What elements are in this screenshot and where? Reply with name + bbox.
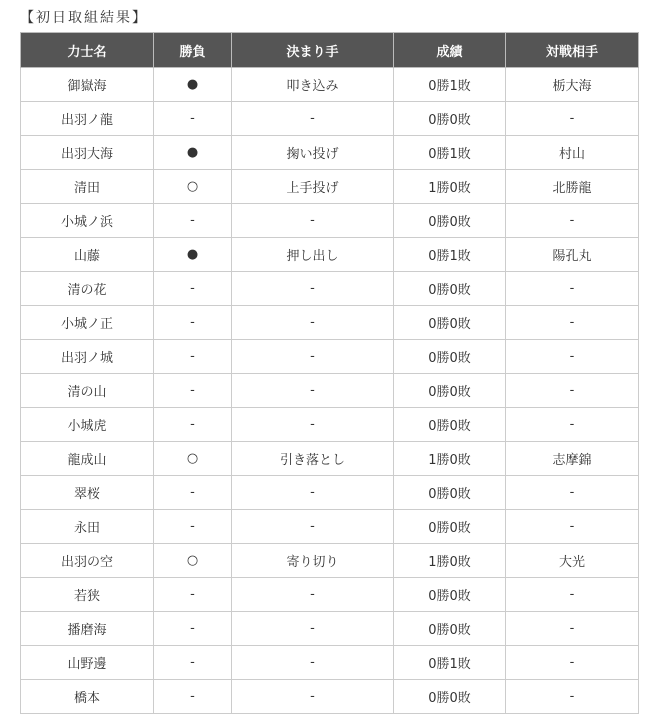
table-row	[21, 408, 639, 442]
table-row	[21, 544, 639, 578]
cell-record: 0勝0敗	[394, 510, 506, 544]
cell-rikishi-name: 小城ノ浜	[21, 204, 154, 238]
header-opponent: 対戦相手	[506, 33, 639, 68]
table-row	[21, 136, 639, 170]
cell-record: 0勝0敗	[394, 476, 506, 510]
cell-record: 1勝0敗	[394, 544, 506, 578]
cell-record: 0勝0敗	[394, 204, 506, 238]
cell-opponent: -	[506, 272, 639, 306]
table-row	[21, 204, 639, 238]
table-row	[21, 680, 639, 714]
cell-rikishi-name: 出羽ノ城	[21, 340, 154, 374]
cell-opponent: 大光	[506, 544, 639, 578]
cell-record: 0勝1敗	[394, 136, 506, 170]
cell-rikishi-name: 龍成山	[21, 442, 154, 476]
cell-record: 0勝0敗	[394, 612, 506, 646]
cell-result-mark: ●	[154, 238, 232, 272]
cell-opponent: -	[506, 476, 639, 510]
table-header	[21, 33, 639, 68]
table-row	[21, 170, 639, 204]
cell-record: 0勝0敗	[394, 306, 506, 340]
cell-kimarite: -	[232, 272, 394, 306]
cell-result-mark: ○	[154, 170, 232, 204]
section-title: 【初日取組結果】	[20, 10, 148, 26]
cell-record: 0勝0敗	[394, 374, 506, 408]
cell-kimarite: -	[232, 510, 394, 544]
cell-result-mark: -	[154, 612, 232, 646]
cell-rikishi-name: 出羽ノ龍	[21, 102, 154, 136]
table-row	[21, 612, 639, 646]
table-row	[21, 442, 639, 476]
cell-result-mark: -	[154, 680, 232, 714]
cell-kimarite: 上手投げ	[232, 170, 394, 204]
cell-rikishi-name: 山藤	[21, 238, 154, 272]
header-kimarite: 決まり手	[232, 33, 394, 68]
cell-rikishi-name: 清の山	[21, 374, 154, 408]
cell-result-mark: -	[154, 272, 232, 306]
cell-rikishi-name: 若狭	[21, 578, 154, 612]
cell-result-mark: -	[154, 204, 232, 238]
table-row	[21, 102, 639, 136]
cell-kimarite: -	[232, 408, 394, 442]
cell-opponent: 志摩錦	[506, 442, 639, 476]
cell-record: 0勝0敗	[394, 102, 506, 136]
table-row	[21, 578, 639, 612]
cell-opponent: -	[506, 408, 639, 442]
table-row	[21, 306, 639, 340]
table-row	[21, 374, 639, 408]
cell-rikishi-name: 小城ノ正	[21, 306, 154, 340]
cell-rikishi-name: 出羽大海	[21, 136, 154, 170]
cell-result-mark: -	[154, 102, 232, 136]
cell-opponent: -	[506, 680, 639, 714]
cell-opponent: -	[506, 204, 639, 238]
cell-opponent: -	[506, 306, 639, 340]
header-row	[21, 33, 639, 68]
cell-rikishi-name: 御嶽海	[21, 68, 154, 102]
table-row	[21, 272, 639, 306]
header-rikishi: 力士名	[21, 33, 154, 68]
cell-result-mark: -	[154, 374, 232, 408]
cell-record: 0勝0敗	[394, 578, 506, 612]
cell-kimarite: 引き落とし	[232, 442, 394, 476]
table-row	[21, 646, 639, 680]
cell-result-mark: -	[154, 476, 232, 510]
cell-kimarite: 叩き込み	[232, 68, 394, 102]
cell-opponent: 陽孔丸	[506, 238, 639, 272]
table-body	[21, 68, 639, 714]
header-result: 勝負	[154, 33, 232, 68]
cell-opponent: -	[506, 646, 639, 680]
cell-rikishi-name: 小城虎	[21, 408, 154, 442]
cell-kimarite: -	[232, 306, 394, 340]
cell-rikishi-name: 永田	[21, 510, 154, 544]
cell-record: 0勝1敗	[394, 238, 506, 272]
cell-record: 0勝1敗	[394, 68, 506, 102]
cell-result-mark: -	[154, 510, 232, 544]
cell-opponent: 北勝龍	[506, 170, 639, 204]
cell-rikishi-name: 清の花	[21, 272, 154, 306]
results-table	[20, 32, 639, 714]
cell-kimarite: -	[232, 612, 394, 646]
table-row	[21, 68, 639, 102]
cell-record: 0勝0敗	[394, 272, 506, 306]
cell-result-mark: ●	[154, 68, 232, 102]
cell-kimarite: -	[232, 340, 394, 374]
cell-kimarite: -	[232, 680, 394, 714]
table-row	[21, 510, 639, 544]
cell-record: 1勝0敗	[394, 170, 506, 204]
table-row	[21, 340, 639, 374]
cell-result-mark: ●	[154, 136, 232, 170]
cell-opponent: -	[506, 510, 639, 544]
cell-result-mark: -	[154, 306, 232, 340]
cell-rikishi-name: 出羽の空	[21, 544, 154, 578]
cell-record: 0勝0敗	[394, 680, 506, 714]
cell-record: 1勝0敗	[394, 442, 506, 476]
cell-record: 0勝0敗	[394, 408, 506, 442]
cell-rikishi-name: 橋本	[21, 680, 154, 714]
cell-kimarite: -	[232, 204, 394, 238]
cell-kimarite: -	[232, 476, 394, 510]
cell-rikishi-name: 清田	[21, 170, 154, 204]
table-row	[21, 238, 639, 272]
cell-record: 0勝0敗	[394, 340, 506, 374]
cell-result-mark: ○	[154, 544, 232, 578]
cell-result-mark: ○	[154, 442, 232, 476]
cell-kimarite: -	[232, 102, 394, 136]
cell-rikishi-name: 翠桜	[21, 476, 154, 510]
cell-opponent: -	[506, 612, 639, 646]
cell-opponent: 村山	[506, 136, 639, 170]
cell-result-mark: -	[154, 408, 232, 442]
cell-result-mark: -	[154, 578, 232, 612]
cell-rikishi-name: 山野邊	[21, 646, 154, 680]
cell-kimarite: 押し出し	[232, 238, 394, 272]
cell-kimarite: 寄り切り	[232, 544, 394, 578]
cell-record: 0勝1敗	[394, 646, 506, 680]
cell-opponent: -	[506, 374, 639, 408]
cell-kimarite: 掬い投げ	[232, 136, 394, 170]
cell-rikishi-name: 播磨海	[21, 612, 154, 646]
cell-kimarite: -	[232, 646, 394, 680]
cell-opponent: -	[506, 340, 639, 374]
cell-opponent: -	[506, 578, 639, 612]
cell-kimarite: -	[232, 578, 394, 612]
cell-result-mark: -	[154, 646, 232, 680]
cell-opponent: 栃大海	[506, 68, 639, 102]
cell-opponent: -	[506, 102, 639, 136]
header-record: 成績	[394, 33, 506, 68]
table-row	[21, 476, 639, 510]
cell-kimarite: -	[232, 374, 394, 408]
cell-result-mark: -	[154, 340, 232, 374]
